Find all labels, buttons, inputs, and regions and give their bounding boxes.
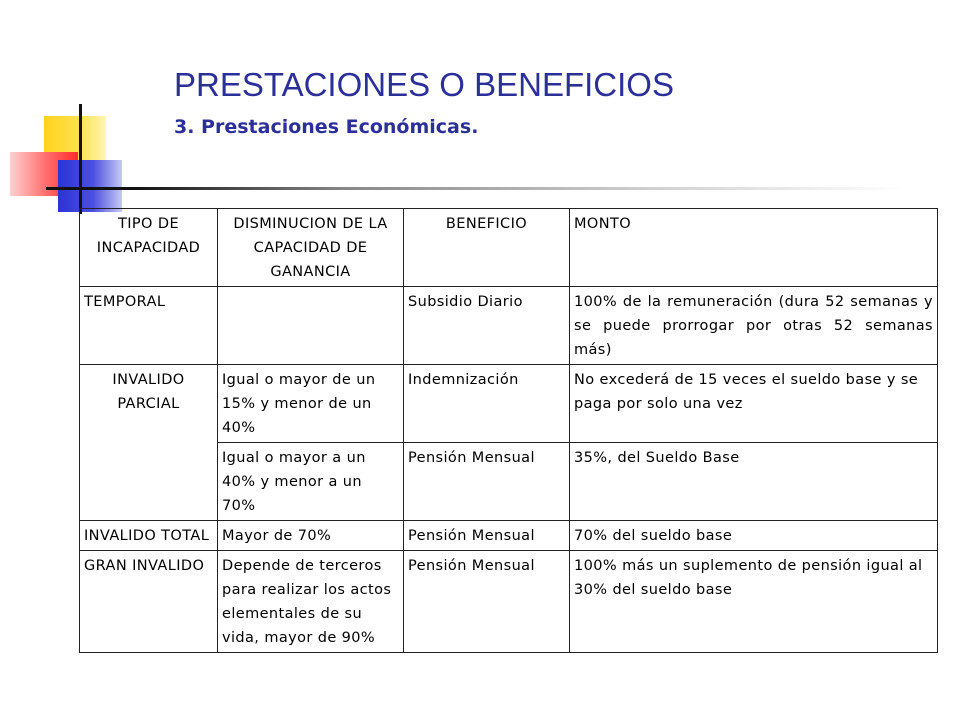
slide-title: PRESTACIONES O BENEFICIOS (174, 66, 674, 103)
cell-beneficio: Pensión Mensual (404, 443, 570, 521)
decor-horizontal-line (46, 187, 906, 190)
cell-tipo: GRAN INVALIDO (80, 551, 218, 653)
cell-disminucion (218, 287, 404, 365)
cell-disminucion: Mayor de 70% (218, 521, 404, 551)
slide-subtitle: 3. Prestaciones Económicas. (174, 116, 479, 138)
cell-beneficio: Subsidio Diario (404, 287, 570, 365)
cell-monto: 100% de la remuneración (dura 52 semanas y se puede prorrogar por otras 52 semanas más) (570, 287, 938, 365)
table-row-invalido-parcial-1 (80, 365, 938, 443)
cell-disminucion: Igual o mayor de un 15% y menor de un 40% (218, 365, 404, 443)
decor-blue-square (58, 160, 122, 212)
cell-tipo: INVALIDO TOTAL (80, 521, 218, 551)
table-row-gran-invalido (80, 551, 938, 653)
benefits-table (79, 208, 938, 653)
cell-monto: 70% del sueldo base (570, 521, 938, 551)
cell-disminucion: Igual o mayor a un 40% y menor a un 70% (218, 443, 404, 521)
cell-beneficio: Indemnización (404, 365, 570, 443)
cell-monto: 100% más un suplemento de pensión igual al 30% del sueldo base (570, 551, 938, 653)
cell-beneficio: Pensión Mensual (404, 551, 570, 653)
cell-tipo: TEMPORAL (80, 287, 218, 365)
table-row-invalido-total (80, 521, 938, 551)
cell-monto: No excederá de 15 veces el sueldo base y se paga por solo una vez (570, 365, 938, 443)
cell-disminucion: Depende de terceros para realizar los actos elementales de su vida, mayor de 90% (218, 551, 404, 653)
table-header-row (80, 209, 938, 287)
cell-beneficio: Pensión Mensual (404, 521, 570, 551)
cell-monto: 35%, del Sueldo Base (570, 443, 938, 521)
decor-vertical-line (79, 104, 82, 214)
cell-tipo: INVALIDO PARCIAL (80, 365, 218, 521)
header-disminucion-capacidad: DISMINUCION DE LA CAPACIDAD DE GANANCIA (218, 209, 404, 287)
header-monto: MONTO (570, 209, 938, 287)
header-beneficio: BENEFICIO (404, 209, 570, 287)
table-row-temporal (80, 287, 938, 365)
header-tipo-incapacidad: TIPO DE INCAPACIDAD (80, 209, 218, 287)
